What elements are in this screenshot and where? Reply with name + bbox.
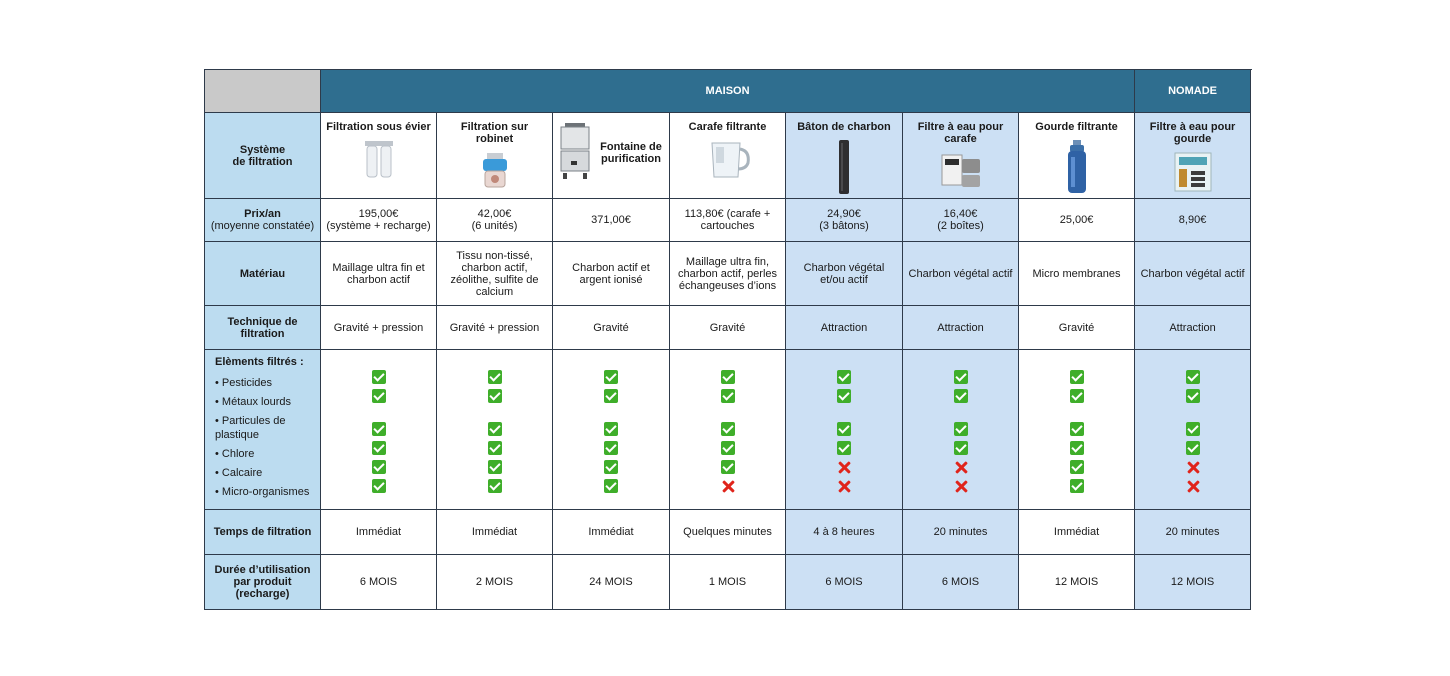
- check-icon: [721, 389, 735, 403]
- time-cell: Immédiat: [321, 510, 437, 555]
- material-cell: Charbon végétal et/ou actif: [786, 242, 903, 306]
- technique-cell: Gravité + pression: [437, 306, 553, 350]
- faucet-filter-image: [441, 151, 548, 194]
- price-note: (système + recharge): [326, 220, 431, 232]
- check-icon: [837, 422, 851, 436]
- check-icon: [837, 370, 851, 384]
- check-icon: [604, 441, 618, 455]
- filtered-marks: [1023, 350, 1130, 493]
- price-value: 371,00€: [591, 214, 631, 226]
- check-icon: [721, 460, 735, 474]
- duration-cell: 6 MOIS: [786, 555, 903, 610]
- check-icon: [1070, 422, 1084, 436]
- check-icon: [1070, 389, 1084, 403]
- time-cell: 20 minutes: [903, 510, 1019, 555]
- cross-icon: [721, 479, 735, 493]
- product-header: [670, 113, 786, 199]
- label-technique: Technique de filtration: [205, 306, 321, 350]
- duration-cell: 12 MOIS: [1135, 555, 1251, 610]
- technique-cell: Attraction: [786, 306, 903, 350]
- check-icon: [954, 441, 968, 455]
- filtered-item: • Micro-organismes: [215, 486, 310, 498]
- filtered-cell: [670, 350, 786, 510]
- time-cell: Quelques minutes: [670, 510, 786, 555]
- price-value: 113,80€ (carafe +: [684, 208, 771, 220]
- product-header: [1019, 113, 1135, 199]
- duration-cell: 2 MOIS: [437, 555, 553, 610]
- filtered-marks: [557, 350, 665, 493]
- product-name: Carafe filtrante: [688, 121, 767, 133]
- price-value: 8,90€: [1178, 214, 1207, 226]
- check-icon: [488, 460, 502, 474]
- filtered-cell: [903, 350, 1019, 510]
- under-sink-filter-image: [325, 139, 432, 182]
- price-value: 24,90€: [827, 208, 861, 220]
- check-icon: [954, 422, 968, 436]
- check-icon: [954, 389, 968, 403]
- check-icon: [604, 389, 618, 403]
- charcoal-stick-image: [790, 139, 898, 198]
- duration-cell: 24 MOIS: [553, 555, 670, 610]
- product-header: [786, 113, 903, 199]
- check-icon: [721, 422, 735, 436]
- check-icon: [721, 370, 735, 384]
- time-cell: Immédiat: [1019, 510, 1135, 555]
- filtered-marks: [790, 350, 898, 493]
- technique-cell: Attraction: [1135, 306, 1251, 350]
- price-value: 42,00€: [477, 208, 512, 220]
- label-duree: Durée d’utilisation par produit (recharge): [205, 555, 321, 610]
- filtered-item: • Métaux lourds: [215, 396, 291, 408]
- material-cell: Tissu non-tissé, charbon actif, zéolithe, sulfite de calcium: [437, 242, 553, 306]
- label-temps: Temps de filtration: [205, 510, 321, 555]
- product-name: Filtration sur robinet: [460, 121, 529, 145]
- price-value: 16,40€: [943, 208, 978, 220]
- check-icon: [372, 422, 386, 436]
- check-icon: [1070, 370, 1084, 384]
- check-icon: [372, 389, 386, 403]
- time-cell: Immédiat: [553, 510, 670, 555]
- product-header: [321, 113, 437, 199]
- filtered-cell: [321, 350, 437, 510]
- cross-icon: [837, 479, 851, 493]
- check-icon: [604, 370, 618, 384]
- technique-cell: Gravité: [1019, 306, 1135, 350]
- price-note: cartouches: [700, 220, 755, 232]
- filtered-marks: [674, 350, 781, 493]
- filtered-marks: [907, 350, 1014, 493]
- time-cell: 4 à 8 heures: [786, 510, 903, 555]
- material-cell: Micro membranes: [1019, 242, 1135, 306]
- time-cell: Immédiat: [437, 510, 553, 555]
- check-icon: [1186, 389, 1200, 403]
- duration-cell: 6 MOIS: [903, 555, 1019, 610]
- material-cell: Charbon actif et argent ionisé: [553, 242, 670, 306]
- check-icon: [372, 370, 386, 384]
- cross-icon: [1186, 460, 1200, 474]
- filtered-cell: [1019, 350, 1135, 510]
- label-prix: Prix/an (moyenne constatée): [205, 199, 321, 242]
- product-name: Gourde filtrante: [1035, 121, 1118, 133]
- filtered-cell: [786, 350, 903, 510]
- check-icon: [488, 422, 502, 436]
- duration-cell: 6 MOIS: [321, 555, 437, 610]
- check-icon: [1186, 422, 1200, 436]
- price-cell: [1135, 199, 1251, 242]
- price-note: (2 boîtes): [937, 220, 984, 232]
- check-icon: [488, 479, 502, 493]
- check-icon: [837, 441, 851, 455]
- cross-icon: [837, 460, 851, 474]
- technique-cell: Gravité: [670, 306, 786, 350]
- check-icon: [488, 389, 502, 403]
- cross-icon: [1186, 479, 1200, 493]
- price-cell: [670, 199, 786, 242]
- filtered-marks: [1139, 350, 1246, 493]
- check-icon: [604, 422, 618, 436]
- material-cell: Maillage ultra fin et charbon actif: [321, 242, 437, 306]
- check-icon: [721, 441, 735, 455]
- group-maison: MAISON: [321, 70, 1135, 113]
- check-icon: [604, 460, 618, 474]
- product-name: Fontaine de purification: [600, 140, 662, 165]
- filtered-marks: [325, 350, 432, 493]
- price-cell: [1019, 199, 1135, 242]
- check-icon: [837, 389, 851, 403]
- comparison-table: [204, 69, 1251, 610]
- price-cell: [903, 199, 1019, 242]
- material-cell: Charbon végétal actif: [1135, 242, 1251, 306]
- price-cell: [786, 199, 903, 242]
- price-cell: [321, 199, 437, 242]
- filtered-item: • Calcaire: [215, 467, 263, 479]
- price-value: 195,00€: [358, 208, 399, 220]
- pitcher-image: [674, 139, 781, 184]
- duration-cell: 12 MOIS: [1019, 555, 1135, 610]
- filtered-item: • Chlore: [215, 448, 255, 460]
- check-icon: [372, 441, 386, 455]
- price-value: 25,00€: [1059, 214, 1094, 226]
- fountain-image: [557, 121, 593, 184]
- filtered-item: • Pesticides: [215, 377, 273, 389]
- filtered-cell: [553, 350, 670, 510]
- product-header: [553, 113, 670, 199]
- elements-title: Elèments filtrés :: [215, 356, 304, 368]
- check-icon: [488, 441, 502, 455]
- label-systeme: Système de filtration: [205, 113, 321, 199]
- corner-cell: [205, 70, 321, 113]
- check-icon: [1070, 479, 1084, 493]
- check-icon: [1070, 460, 1084, 474]
- price-cell: [553, 199, 670, 242]
- filtered-cell: [1135, 350, 1251, 510]
- carafe-filter-pack-image: [907, 151, 1014, 194]
- filtered-items-list: [215, 376, 314, 499]
- material-cell: Maillage ultra fin, charbon actif, perles échangeuses d’ions: [670, 242, 786, 306]
- filtered-item: • Particules de plastique: [215, 415, 286, 441]
- label-materiau: Matériau: [205, 242, 321, 306]
- product-name: Filtre à eau pour carafe: [917, 121, 1004, 145]
- technique-cell: Gravité + pression: [321, 306, 437, 350]
- bottle-filter-pack-image: [1139, 151, 1246, 196]
- check-icon: [372, 460, 386, 474]
- product-name: Filtre à eau pour gourde: [1149, 121, 1236, 145]
- label-elements: [205, 350, 321, 510]
- price-note: (6 unités): [471, 220, 518, 232]
- filtered-marks: [441, 350, 548, 493]
- check-icon: [1186, 370, 1200, 384]
- cross-icon: [954, 460, 968, 474]
- product-header: [1135, 113, 1251, 199]
- check-icon: [604, 479, 618, 493]
- technique-cell: Attraction: [903, 306, 1019, 350]
- time-cell: 20 minutes: [1135, 510, 1251, 555]
- filtered-cell: [437, 350, 553, 510]
- filter-bottle-image: [1023, 139, 1130, 198]
- product-name: Bâton de charbon: [797, 121, 891, 133]
- price-cell: [437, 199, 553, 242]
- check-icon: [1070, 441, 1084, 455]
- check-icon: [1186, 441, 1200, 455]
- cross-icon: [954, 479, 968, 493]
- product-header: [437, 113, 553, 199]
- technique-cell: Gravité: [553, 306, 670, 350]
- material-cell: Charbon végétal actif: [903, 242, 1019, 306]
- check-icon: [372, 479, 386, 493]
- group-nomade: NOMADE: [1135, 70, 1251, 113]
- price-note: (3 bâtons): [819, 220, 869, 232]
- check-icon: [488, 370, 502, 384]
- check-icon: [954, 370, 968, 384]
- product-name: Filtration sous évier: [326, 121, 431, 133]
- product-header: [903, 113, 1019, 199]
- duration-cell: 1 MOIS: [670, 555, 786, 610]
